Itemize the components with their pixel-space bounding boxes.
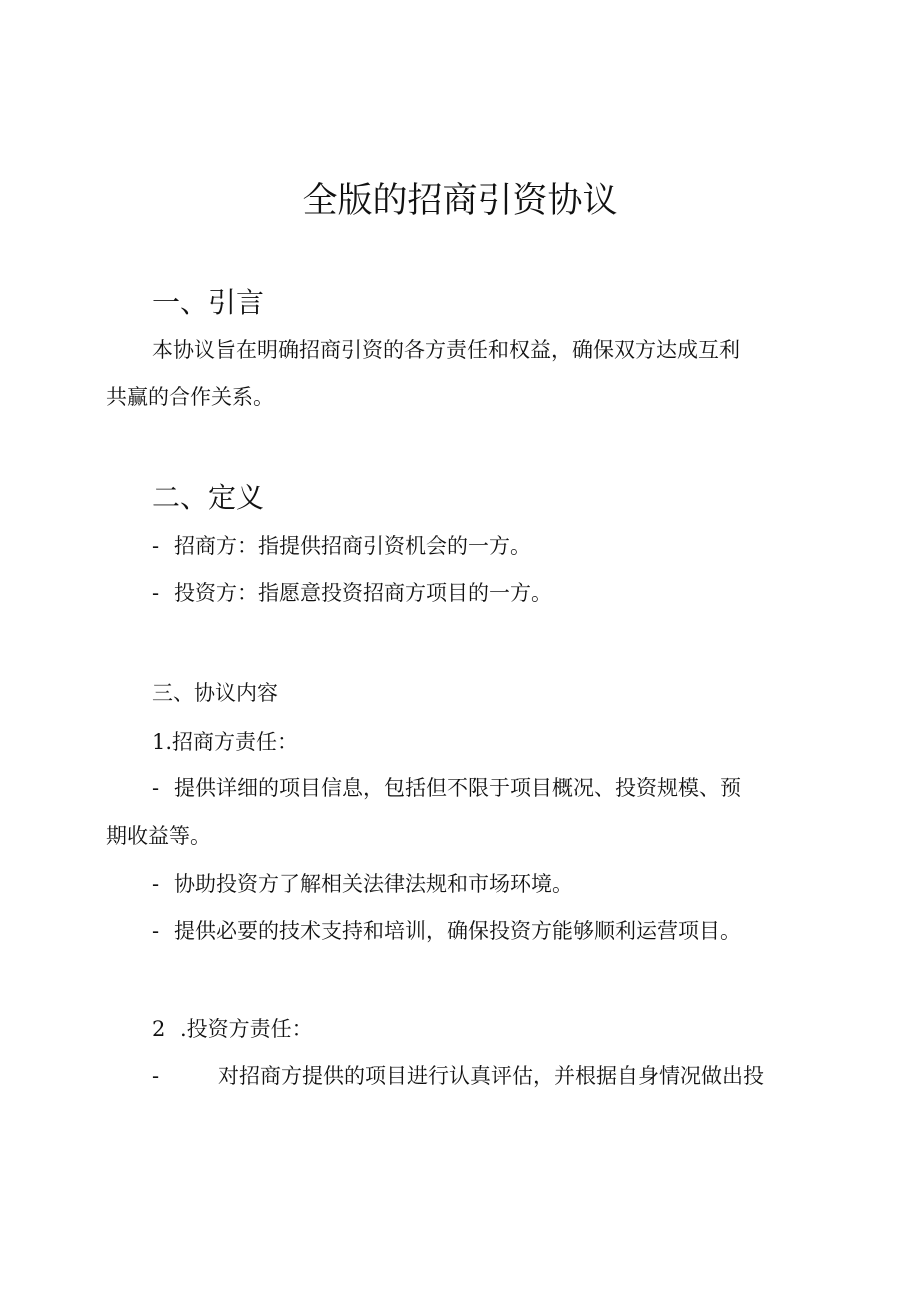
investor-duty-item-1 (152, 1060, 827, 1092)
list-dash: - (152, 776, 160, 800)
promoter-duty-item-1-line-2: 期收益等。 (106, 824, 211, 848)
duty-text-line-1: 提供详细的项目信息，包括但不限于项目概况、投资规模、预 (174, 776, 741, 800)
intro-paragraph-line-1: 本协议旨在明确招商引资的各方责任和权益，确保双方达成互利 (152, 338, 740, 362)
duty-text: 对招商方提供的项目进行认真评估，并根据自身情况做出投 (218, 1064, 764, 1088)
definition-item-investment-promoter (152, 530, 827, 562)
list-dash: - (152, 919, 160, 943)
definition-text: 招商方：指提供招商引资机会的一方。 (174, 534, 531, 558)
subsection-title: .投资方责任： (180, 1017, 313, 1041)
section-heading-definitions: 二、定义 (152, 481, 265, 514)
subsection-number: 2 (152, 1017, 166, 1041)
section-heading-introduction: 一、引言 (152, 286, 265, 319)
intro-paragraph-line-2: 共赢的合作关系。 (106, 385, 274, 409)
duty-text: 提供必要的技术支持和培训，确保投资方能够顺利运营项目。 (174, 919, 741, 943)
promoter-duty-item-2 (152, 868, 827, 900)
list-dash: - (152, 534, 160, 558)
promoter-duty-item-3 (152, 915, 827, 947)
definition-item-investor (152, 577, 827, 609)
list-dash: - (152, 581, 160, 605)
list-dash: - (152, 872, 160, 896)
definition-text: 投资方：指愿意投资招商方项目的一方。 (174, 581, 552, 605)
promoter-duty-item-1 (152, 772, 827, 804)
subsection-investor-responsibilities (152, 1013, 313, 1045)
section-heading-agreement-content: 三、协议内容 (152, 681, 278, 705)
list-dash: - (152, 1064, 160, 1088)
duty-text: 协助投资方了解相关法律法规和市场环境。 (174, 872, 573, 896)
subsection-promoter-responsibilities: 1.招商方责任： (152, 730, 299, 754)
document-title: 全版的招商引资协议 (302, 181, 618, 221)
